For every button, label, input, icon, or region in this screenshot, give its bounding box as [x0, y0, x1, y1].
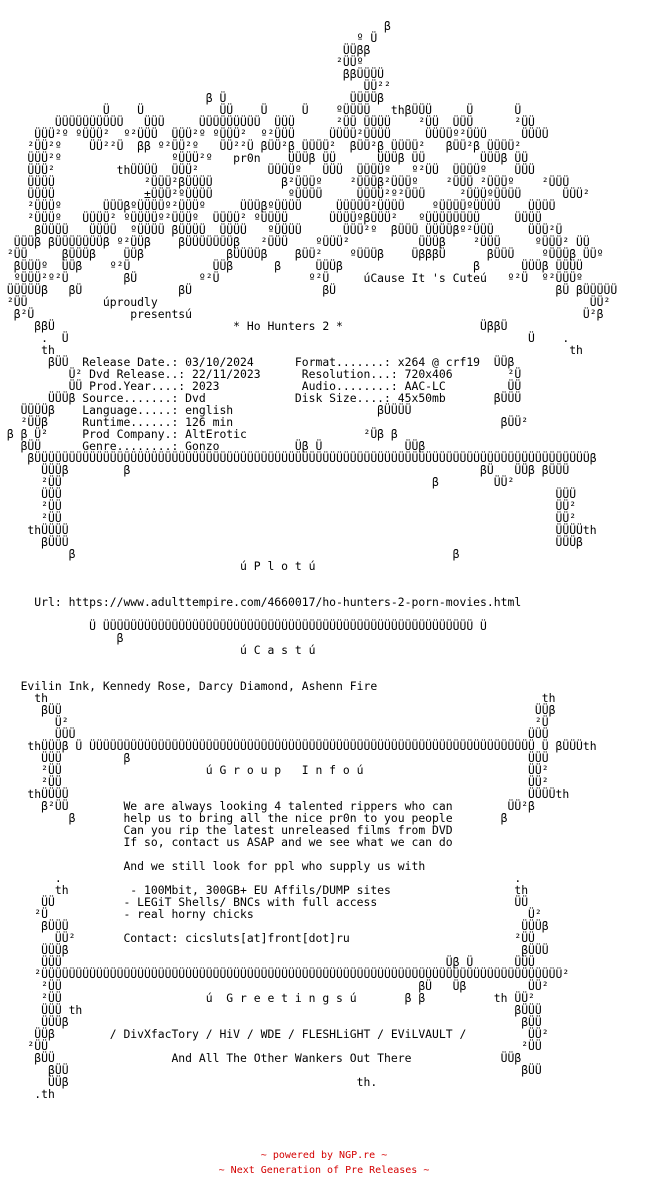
footer-tagline: ~ Next Generation of Pre Releases ~ [218, 1165, 430, 1176]
nfo-line: ββÜÜÜÜ [0, 67, 385, 81]
nfo-line: β²Ü presentsú Ü²β [0, 307, 604, 321]
nfo-line: ÜÜÜÜ ±ÜÜÜ²ºÜÜÜÜ ºÜÜÜÜ ÜÜÜÜ²º²ÜÜÜ ²ÜÜÜºÜÜÜÜ ÜÜÜ² [0, 187, 590, 201]
nfo-line: ÜÜÜβ β βÜ ÜÜβ βÜÜÜ [0, 463, 570, 477]
nfo-line: ÜÜÜβ βÜÜÜÜÜÜÜβ º²ÜÜβ βÜÜÜÜÜÜÜβ ²ÜÜÜ ºÜÜÜ² ÜÜÜβ ²ÜÜÜ ºÜÜÜ² ÜÜ [0, 235, 590, 249]
nfo-line [0, 572, 648, 584]
group-info-line: β help us to bring all the nice pr0n to you people β [0, 811, 508, 825]
nfo-line: β Ü ÜÜÜÜβ [0, 91, 385, 105]
nfo-line: ÜÜÜ β ÜÜÜ [0, 751, 549, 765]
nfo-line: . . [0, 871, 522, 885]
nfo-line: º Ü [0, 31, 378, 45]
nfo-line: ²ÜÜÜº ÜÜÜÜ² ºÜÜÜÜº²ÜÜÜº ÜÜÜÜ² ºÜÜÜÜ ÜÜÜÜºβÜÜÜ² ºÜÜÜÜÜÜÜÜ ÜÜÜÜ [0, 211, 542, 225]
nfo-line: ÜÜÜ²º ºÜÜÜ² º²ÜÜÜ ÜÜÜ²º ºÜÜÜ² º²ÜÜÜ ÜÜÜÜ²ÜÜÜÜ ÜÜÜÜº²ÜÜÜ ÜÜÜÜ [0, 127, 549, 141]
nfo-line: ²ÜÜº [0, 55, 364, 69]
nfo-line: ²ÜÜÜÜÜÜÜÜÜÜÜÜÜÜÜÜÜÜÜÜÜÜÜÜÜÜÜÜÜÜÜÜÜÜÜÜÜÜÜÜÜÜÜÜÜÜÜÜÜÜÜÜÜÜÜÜÜÜÜÜÜÜÜÜÜÜÜÜÜÜÜÜÜÜÜÜ² [0, 967, 570, 981]
nfo-line: βÜÜÜÜ ÜÜÜÜ ºÜÜÜÜ βÜÜÜÜ ÜÜÜÜ ºÜÜÜÜ ÜÜÜ²º βÜÜÜ ÜÜÜÜβº²ÜÜÜ ÜÜÜ²Ü [0, 223, 563, 237]
nfo-line: ÜÜÜ² thÜÜÜÜ ÜÜÜ² ÜÜÜÜº ÜÜÜ ÜÜÜÜº º²ÜÜ ÜÜÜÜº ÜÜÜ [0, 163, 535, 177]
nfo-line: ÜÜÜ ÜÜÜ [0, 487, 577, 501]
footer [0, 1148, 648, 1178]
nfo-line: th th [0, 343, 583, 357]
nfo-line: βÜÜÜ ÜÜÜβ [0, 535, 583, 549]
group-info-line: And we still look for ppl who supply us with [0, 859, 426, 873]
nfo-line: Ü ÜÜÜÜÜÜÜÜÜÜÜÜÜÜÜÜÜÜÜÜÜÜÜÜÜÜÜÜÜÜÜÜÜÜÜÜÜÜÜÜÜÜÜÜÜÜÜÜÜÜÜÜÜÜ Ü [0, 619, 487, 633]
nfo-line: βÜÜ βÜÜ [0, 1063, 542, 1077]
nfo-line: thÜÜÜβ Ü ÜÜÜÜÜÜÜÜÜÜÜÜÜÜÜÜÜÜÜÜÜÜÜÜÜÜÜÜÜÜÜÜÜÜÜÜÜÜÜÜÜÜÜÜÜÜÜÜÜÜÜÜÜÜÜÜÜÜÜÜÜÜÜÜÜ Ü βÜÜÜth [0, 739, 597, 753]
nfo-line: . Ü Ü . [0, 331, 570, 345]
info-row-release-date: βÜÜ Release Date.: 03/10/2024 Format.......: x264 @ crf19 ÜÜβ [0, 355, 515, 369]
nfo-line: Ü Ü ÜÜ Ü Ü ºÜÜÜÜ thβÜÜÜ Ü Ü [0, 103, 522, 117]
group-info-line: Can you rip the latest unreleased films from DVD [0, 823, 453, 837]
nfo-line: ÜÜÜ ÜÜÜ [0, 727, 549, 741]
section-heading-greetings: ²ÜÜ ú G r e e t i n g s ú β β th ÜÜ² [0, 991, 535, 1005]
nfo-line: ²ÜÜ²º ÜÜ²²Ü ββ º²ÜÜ²º ÜÜ²²Ü βÜÜ²β ÜÜÜÜ² βÜÜ²β ÜÜÜÜ² βÜÜ²β ÜÜÜÜ² [0, 139, 522, 153]
info-row-dvd-release: Ü² Dvd Release..: 22/11/2023 Resolution...: 720x406 ²Ü [0, 367, 522, 381]
nfo-line: ²ÜÜ ÜÜ² [0, 511, 577, 525]
release-title: ββÜ * Ho Hunters 2 * ÜββÜ [0, 319, 508, 333]
nfo-line: th th [0, 691, 556, 705]
nfo-line: ÜÜβ th. [0, 1075, 378, 1089]
plot-url: Url: https://www.adulttempire.com/4660017/ho-hunters-2-porn-movies.html [0, 595, 522, 609]
nfo-line: ÜÜÜÜ ²ÜÜÜ²βÜÜÜÜ β²ÜÜÜº ²ÜÜÜβ²ÜÜÜº ²ÜÜÜ ²ÜÜÜº ²ÜÜÜ [0, 175, 570, 189]
nfo-line: ²ÜÜ β ÜÜ² [0, 475, 515, 489]
nfo-line: ÜÜÜÜÜÜÜÜÜÜ ÜÜÜ ÜÜÜÜÜÜÜÜÜ ÜÜÜ ²ÜÜ ÜÜÜÜ ²ÜÜ ÜÜÜ ²ÜÜ [0, 115, 535, 129]
greetings-groups: ÜÜβ / DivXfacTory / HiV / WDE / FLESHLiGHT / EViLVAULT / ÜÜ² [0, 1027, 549, 1041]
nfo-line: ²ÜÜ ÜÜ² [0, 499, 577, 513]
nfo-line: β [0, 631, 124, 645]
group-info-line: ÜÜ - LEGiT Shells/ BNCs with full access ÜÜ [0, 895, 529, 909]
nfo-line: ²ÜÜ βÜÜÜβ ÜÜβ βÜÜÜÜβ βÜÜ² ºÜÜÜβ ÜβββÜ βÜÜÜ ºÜÜÜβ ÜÜº [0, 247, 604, 261]
nfo-line: ÜÜ²² [0, 79, 391, 93]
nfo-line [0, 656, 648, 668]
nfo-line: βÜÜÜÜÜÜÜÜÜÜÜÜÜÜÜÜÜÜÜÜÜÜÜÜÜÜÜÜÜÜÜÜÜÜÜÜÜÜÜÜÜÜÜÜÜÜÜÜÜÜÜÜÜÜÜÜÜÜÜÜÜÜÜÜÜÜÜÜÜÜÜÜÜÜÜÜÜÜÜÜÜβ [0, 451, 597, 465]
info-row-genre: βÜÜ Genre........: Gonzo Üβ Ü ÜÜβ [0, 439, 426, 453]
section-heading-plot: ú P l o t ú [0, 559, 316, 573]
nfo-line: ÜÜββ [0, 43, 371, 57]
info-row-prod-company: β β Ü² Prod Company.: AltErotic ²Üβ β [0, 427, 398, 441]
nfo-line: ²ÜÜ ²ÜÜ [0, 1039, 542, 1053]
info-row-language: ÜÜÜÜβ Language.....: english βÜÜÜÜ [0, 403, 412, 417]
cast-list: Evilin Ink, Kennedy Rose, Darcy Diamond, Ashenn Fire [0, 679, 378, 693]
nfo-line: thÜÜÜÜ ÜÜÜÜth [0, 787, 570, 801]
nfo-line: ÜÜÜβ βÜÜÜ [0, 943, 549, 957]
nfo-line: thÜÜÜÜ ÜÜÜÜth [0, 523, 597, 537]
nfo-line: ÜÜÜ Üβ Ü ÜÜÜ [0, 955, 535, 969]
group-info-line: th - 100Mbit, 300GB+ EU Affils/DUMP sites th [0, 883, 529, 897]
nfo-line: ²ÜÜÜº ÜÜÜβºÜÜÜÜº²ÜÜÜº ÜÜÜβºÜÜÜÜ ÜÜÜÜÜ²ÜÜÜÜ ºÜÜÜÜºÜÜÜÜ ÜÜÜÜ [0, 199, 556, 213]
nfo-line: .th [0, 1087, 55, 1100]
nfo-line: ÜÜÜβ βÜÜ [0, 1015, 542, 1029]
section-heading-cast: ú C a s t ú [0, 643, 316, 657]
info-row-prod-year: ÜÜ Prod.Year....: 2023 Audio........: AAC-LC ÜÜ [0, 379, 522, 393]
group-info-line: β²ÜÜ We are always looking 4 talented rippers who can ÜÜ²β [0, 799, 535, 813]
nfo-line: βÜÜ ÜÜβ [0, 703, 556, 717]
footer-powered-by: ~ powered by NGP.re ~ [260, 1150, 388, 1161]
nfo-line: Ü² ²Ü [0, 715, 549, 729]
nfo-text-block [0, 20, 648, 1100]
group-info-line: ²Ü - real horny chicks Ü² [0, 907, 542, 921]
greetings-line: βÜÜ And All The Other Wankers Out There ÜÜβ [0, 1051, 522, 1065]
nfo-line: ²ÜÜ ÜÜ² [0, 775, 549, 789]
section-heading-group-info: ²ÜÜ ú G r o u p I n f o ú ÜÜ² [0, 763, 549, 777]
contact-line: ÜÜ² Contact: cicsluts[at]front[dot]ru ²ÜÜ [0, 931, 535, 945]
info-row-runtime: ²ÜÜβ Runtime......: 126 min βÜÜ² [0, 415, 529, 429]
nfo-line: β β [0, 547, 460, 561]
info-row-source: ÜÜÜβ Source.......: Dvd Disk Size....: 45x50mb βÜÜÜ [0, 391, 522, 405]
nfo-line: βÜÜÜº ÜÜβ º²Ü ÜÜβ β ÜÜÜβ β ÜÜÜβ ÜÜÜÜ [0, 259, 583, 273]
nfo-line: ºÜÜÜ²º²Ü βÜ º²Ü º²Ü úCause It 's Cuteú º²Ü º²ÜÜÜº [0, 271, 583, 285]
nfo-line: ²ÜÜ úproudly ÜÜ² [0, 295, 611, 309]
nfo-line: ÜÜÜÜÜβ βÜ βÜ βÜ βÜ βÜÜÜÜÜ [0, 283, 618, 297]
nfo-line: ²ÜÜ βÜ Üβ ÜÜ² [0, 979, 549, 993]
nfo-line: ÜÜÜ²º ºÜÜÜ²º pr0n ÜÜÜβ ÜÜ ÜÜÜβ ÜÜ ÜÜÜβ ÜÜ [0, 151, 529, 165]
nfo-line: β [0, 20, 391, 33]
nfo-line: ÜÜÜ th βÜÜÜ [0, 1003, 542, 1017]
group-info-line: If so, contact us ASAP and we see what we can do [0, 835, 453, 849]
nfo-line: βÜÜÜ ÜÜÜβ [0, 919, 549, 933]
